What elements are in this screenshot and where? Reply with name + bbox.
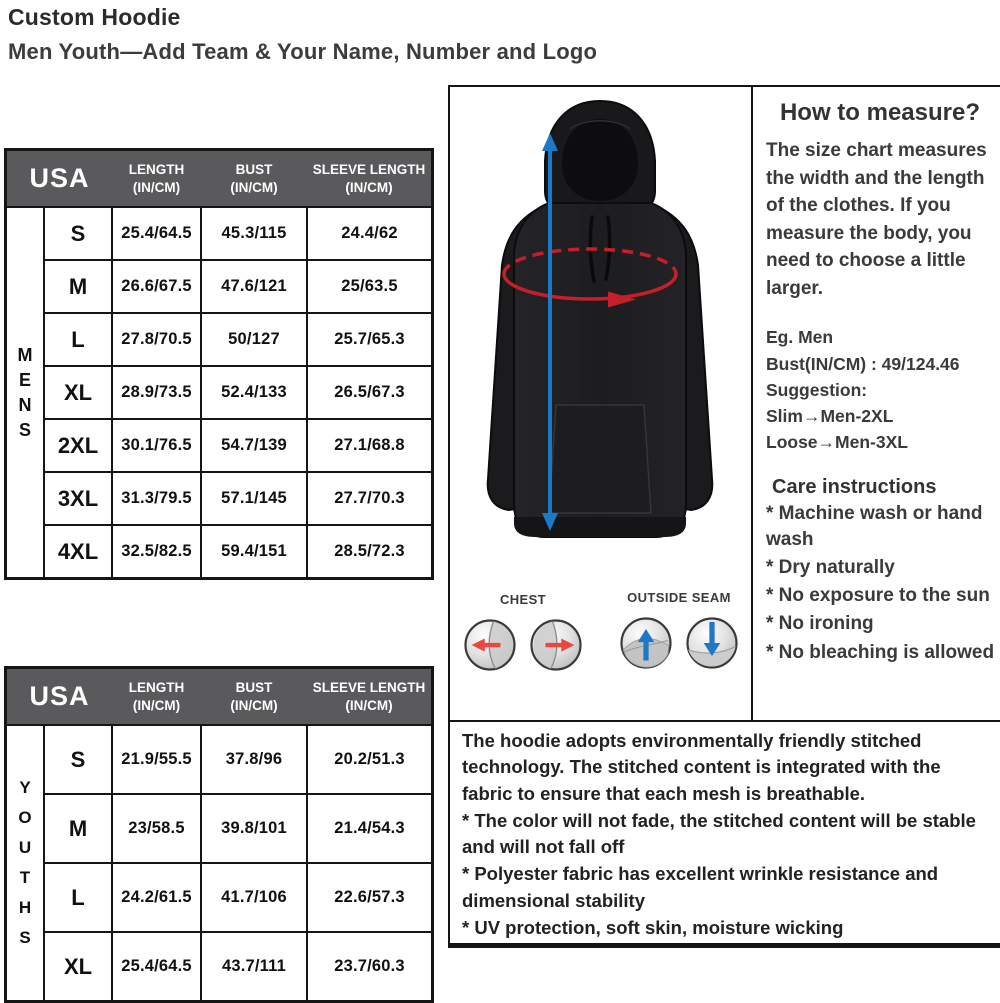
mens-chart-header bbox=[7, 151, 431, 208]
size-row bbox=[45, 419, 431, 472]
size-row bbox=[45, 313, 431, 366]
bust-cell: 41.7/106 bbox=[201, 863, 307, 932]
list-item: * Dry naturally bbox=[766, 556, 895, 578]
side-label-letter: U bbox=[18, 838, 32, 857]
sleeve-cell: 26.5/67.3 bbox=[307, 366, 431, 419]
bust-cell: 54.7/139 bbox=[201, 419, 307, 472]
bust-header-cell bbox=[201, 161, 307, 196]
youths-chart-body bbox=[7, 726, 431, 1000]
chest-measure-left-icon bbox=[462, 617, 518, 673]
size-row bbox=[45, 726, 431, 794]
column-name: SLEEVE LENGTH bbox=[312, 679, 426, 695]
column-unit: (IN/CM) bbox=[132, 697, 181, 713]
outside-seam-up-icon bbox=[618, 615, 674, 671]
page-title: Custom Hoodie bbox=[8, 4, 181, 30]
bust-header-cell bbox=[201, 679, 307, 714]
measure-intro-text: The size chart measures the width and the length of the clothes. If you measure the body, you need to choose a little larger. bbox=[766, 140, 987, 299]
side-label-letter: N bbox=[18, 394, 32, 415]
chest-label: CHEST bbox=[499, 592, 547, 607]
column-name: BUST bbox=[235, 679, 273, 695]
outside-seam-down-icon bbox=[684, 615, 740, 671]
sleeve-cell: 20.2/51.3 bbox=[307, 726, 431, 794]
mens-chart-body bbox=[7, 208, 431, 577]
sleeve-cell: 21.4/54.3 bbox=[307, 794, 431, 863]
list-item: The hoodie adopts environmentally friendly stitched technology. The stitched content is integrated with the fabric to ensure that each mesh is breathable. bbox=[462, 730, 941, 804]
usa-header-cell: USA bbox=[29, 163, 90, 193]
hoodie-image bbox=[450, 89, 751, 559]
length-cell: 26.6/67.5 bbox=[112, 260, 201, 313]
list-item: Suggestion: bbox=[766, 379, 868, 400]
list-item: Eg. Men bbox=[766, 327, 834, 348]
list-item: Slim→Men-2XL bbox=[766, 406, 894, 427]
size-cell: XL bbox=[45, 932, 112, 1000]
mens-side-label bbox=[7, 208, 45, 577]
list-item: * UV protection, soft skin, moisture wicking bbox=[462, 916, 844, 938]
column-unit: (IN/CM) bbox=[345, 697, 393, 713]
side-label-letter: Y bbox=[19, 778, 31, 797]
column-name: BUST bbox=[235, 161, 273, 177]
sleeve-cell: 25.7/65.3 bbox=[307, 313, 431, 366]
page-subtitle: Men Youth—Add Team & Your Name, Number and Logo bbox=[8, 39, 598, 64]
side-label-letter: H bbox=[18, 898, 32, 917]
size-cell: M bbox=[45, 260, 112, 313]
mens-size-table bbox=[45, 208, 431, 577]
length-cell: 25.4/64.5 bbox=[112, 208, 201, 260]
bust-cell: 43.7/111 bbox=[201, 932, 307, 1000]
length-header-cell bbox=[112, 161, 201, 196]
column-name: LENGTH bbox=[128, 161, 185, 177]
side-label-letter: S bbox=[18, 419, 31, 440]
length-cell: 24.2/61.5 bbox=[112, 863, 201, 932]
size-cell: S bbox=[45, 208, 112, 260]
sleeve-cell: 27.7/70.3 bbox=[307, 472, 431, 525]
length-cell: 21.9/55.5 bbox=[112, 726, 201, 794]
length-cell: 27.8/70.5 bbox=[112, 313, 201, 366]
size-cell: 4XL bbox=[45, 525, 112, 577]
side-label-letter: S bbox=[19, 928, 31, 947]
mens-size-chart bbox=[4, 148, 434, 580]
column-name: SLEEVE LENGTH bbox=[312, 161, 426, 177]
side-label-letter: T bbox=[19, 868, 31, 887]
youths-chart-header bbox=[7, 669, 431, 726]
bust-cell: 39.8/101 bbox=[201, 794, 307, 863]
sleeve-cell: 22.6/57.3 bbox=[307, 863, 431, 932]
column-unit: (IN/CM) bbox=[230, 697, 278, 713]
product-description-panel bbox=[448, 722, 1000, 948]
size-cell: 2XL bbox=[45, 419, 112, 472]
youths-size-chart bbox=[4, 666, 434, 1003]
sleeve-cell: 23.7/60.3 bbox=[307, 932, 431, 1000]
size-row bbox=[45, 208, 431, 260]
size-cell: L bbox=[45, 313, 112, 366]
length-cell: 25.4/64.5 bbox=[112, 932, 201, 1000]
length-cell: 28.9/73.5 bbox=[112, 366, 201, 419]
list-item: * No bleaching is allowed bbox=[766, 641, 995, 663]
bust-cell: 50/127 bbox=[201, 313, 307, 366]
length-cell: 31.3/79.5 bbox=[112, 472, 201, 525]
bust-cell: 47.6/121 bbox=[201, 260, 307, 313]
list-item: * The color will not fade, the stitched content will be stable and will not fall off bbox=[462, 809, 976, 858]
sleeve-header-cell bbox=[307, 161, 431, 196]
length-cell: 23/58.5 bbox=[112, 794, 201, 863]
bust-cell: 37.8/96 bbox=[201, 726, 307, 794]
list-item: * Machine wash or hand wash bbox=[766, 502, 983, 550]
size-cell: 3XL bbox=[45, 472, 112, 525]
size-cell: S bbox=[45, 726, 112, 794]
column-unit: (IN/CM) bbox=[345, 179, 393, 195]
size-cell: XL bbox=[45, 366, 112, 419]
care-instructions-heading: Care instructions bbox=[772, 475, 937, 498]
size-row bbox=[45, 260, 431, 313]
chest-icon-group bbox=[458, 592, 588, 673]
length-cell: 30.1/76.5 bbox=[112, 419, 201, 472]
length-header-cell bbox=[112, 679, 201, 714]
how-to-measure-panel bbox=[753, 85, 1000, 722]
outside-seam-label: OUTSIDE SEAM bbox=[627, 590, 731, 605]
hood-opening bbox=[562, 119, 638, 201]
list-item: * No ironing bbox=[766, 613, 874, 635]
care-instructions-list bbox=[766, 501, 998, 666]
length-cell: 32.5/82.5 bbox=[112, 525, 201, 577]
sleeve-header-cell bbox=[307, 679, 431, 714]
hoodie-panel bbox=[448, 85, 753, 722]
bust-cell: 45.3/115 bbox=[201, 208, 307, 260]
list-item: * Polyester fabric has excellent wrinkle resistance and dimensional stability bbox=[462, 863, 939, 911]
sleeve-cell: 27.1/68.8 bbox=[307, 419, 431, 472]
column-unit: (IN/CM) bbox=[230, 179, 278, 195]
sleeve-cell: 24.4/62 bbox=[307, 208, 431, 260]
usa-header-cell: USA bbox=[29, 681, 90, 711]
sleeve-cell: 28.5/72.3 bbox=[307, 525, 431, 577]
size-example-block bbox=[766, 324, 998, 455]
size-row bbox=[45, 794, 431, 863]
bust-cell: 59.4/151 bbox=[201, 525, 307, 577]
size-cell: L bbox=[45, 863, 112, 932]
size-row bbox=[45, 525, 431, 577]
how-to-measure-heading: How to measure? bbox=[779, 99, 981, 126]
youths-size-table bbox=[45, 726, 431, 1000]
list-item: Bust(IN/CM) : 49/124.46 bbox=[766, 353, 960, 374]
column-name: LENGTH bbox=[128, 679, 185, 695]
hem-band bbox=[514, 517, 686, 537]
bust-cell: 57.1/145 bbox=[201, 472, 307, 525]
page-header bbox=[8, 4, 768, 65]
side-label-letter: E bbox=[18, 369, 31, 390]
size-row bbox=[45, 472, 431, 525]
chest-measure-right-icon bbox=[528, 617, 584, 673]
kangaroo-pocket bbox=[549, 405, 651, 513]
size-cell: M bbox=[45, 794, 112, 863]
size-row bbox=[45, 366, 431, 419]
list-item: * No exposure to the sun bbox=[766, 585, 990, 607]
sleeve-cell: 25/63.5 bbox=[307, 260, 431, 313]
side-label-letter: O bbox=[18, 808, 32, 827]
bust-cell: 52.4/133 bbox=[201, 366, 307, 419]
side-label-letter: M bbox=[17, 344, 33, 365]
size-row bbox=[45, 932, 431, 1000]
list-item: Loose→Men-3XL bbox=[766, 432, 908, 453]
outside-seam-icon-group bbox=[612, 590, 746, 671]
youths-side-label bbox=[7, 726, 45, 1000]
size-row bbox=[45, 863, 431, 932]
column-unit: (IN/CM) bbox=[132, 179, 181, 195]
